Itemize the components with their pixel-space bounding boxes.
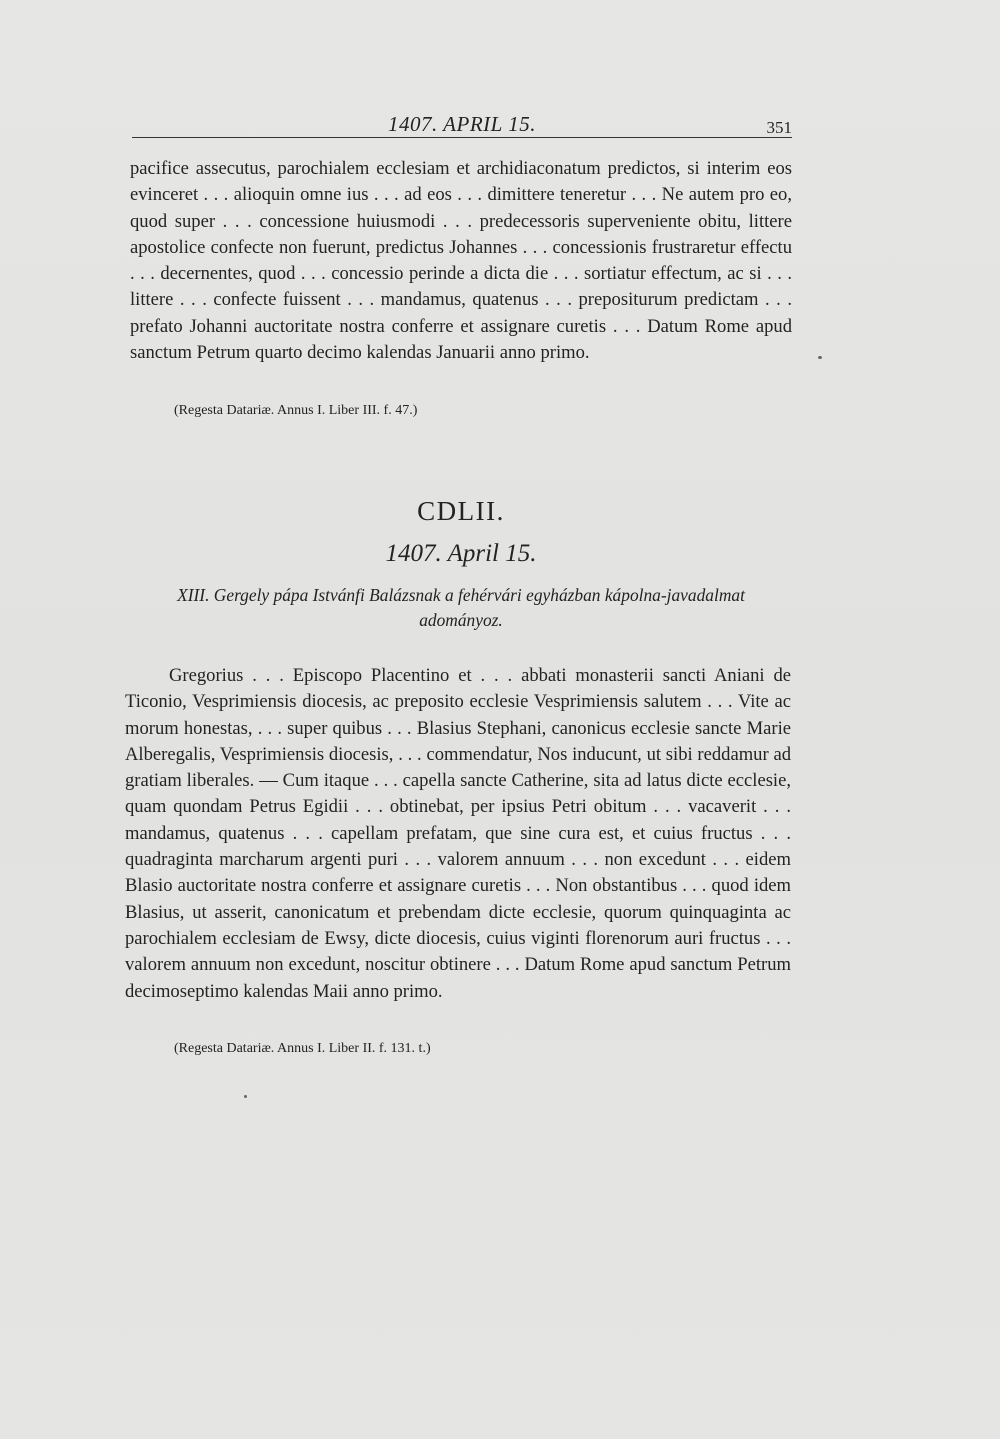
- print-speck: [244, 1095, 247, 1098]
- previous-document-source: (Regesta Datariæ. Annus I. Liber III. f. 47.): [174, 403, 418, 418]
- running-title: 1407. APRIL 15.: [388, 112, 536, 136]
- page-number: 351: [766, 118, 792, 137]
- document-date-block: [130, 540, 792, 568]
- header-rule: [132, 137, 792, 138]
- summary-line-1: XIII. Gergely pápa Istvánfi Balázsnak a fehérvári egyházban kápolna-javadalmat: [177, 585, 745, 605]
- document-date: 1407. April 15.: [385, 540, 537, 567]
- running-header: [132, 110, 792, 140]
- document-source-block: [130, 1040, 792, 1058]
- summary-line-2: adományoz.: [419, 609, 503, 630]
- print-speck: [818, 356, 822, 359]
- document-source: (Regesta Datariæ. Annus I. Liber II. f. 131. t.): [174, 1041, 431, 1056]
- document-text: Gregorius . . . Episcopo Placentino et . . . abbati monasterii sancti Aniani de Ticonio, Vesprimiensis diocesis, ac preposito ecclesie Vesprimiensis salutem . . . Vite ac morum honestas, . . . super quibus . . . Blasius Stephani, canonicus ecclesie sancte Marie Alberegalis, Vesprimiensis diocesis, . . . commendatur, Nos inducunt, ut sibi reddamur ad gratiam liberales. — Cum itaque . . . capella sancte Catherine, sita ad latus dicte ecclesie, quam quondam Petrus Egidii . . . obtinebat, per ipsius Petri obitum . . . vacaverit . . . mandamus, quatenus . . . capellam prefatam, que sine cura est, et cuius fructus . . . quadraginta marcharum argenti puri . . . valorem annuum . . . non excedunt . . . eidem Blasio auctoritate nostra conferre et assignare curetis . . . Non obstantibus . . . quod idem Blasius, ut asserit, canonicatum et prebendam dicte ecclesie, quorum quinquaginta ac parochialem ecclesiam de Ewsy, dicte diocesis, cuius viginti florenorum auri fructus . . . valorem annuum non excedunt, noscitur obtinere . . . Datum Rome apud sanctum Petrum decimoseptimo kalendas Maii anno primo.: [125, 665, 791, 1002]
- previous-document-continuation: [130, 156, 792, 366]
- previous-document-text: pacifice assecutus, parochialem ecclesiam et archidiaconatum predictos, si interim eos evinceret . . . alioquin omne ius . . . ad eos . . . dimittere teneretur . . . Ne autem pro eo, quod super . . . concessione huiusmodi . . . predecessoris superveniente obitu, littere apostolice confecte non fuerunt, predictus Johannes . . . concessionis frustraretur effectu . . . decernentes, quod . . . concessio perinde a dicta die . . . sortiatur effectum, ac si . . . littere . . . confecte fuissent . . . mandamus, quatenus . . . prepositurum predictam . . . prefato Johanni auctoritate nostra conferre et assignare curetis . . . Datum Rome apud sanctum Petrum quarto decimo kalendas Januarii anno primo.: [130, 158, 792, 364]
- document-body: [125, 663, 791, 1005]
- document-number-block: [130, 496, 792, 527]
- previous-document-source-block: [130, 402, 792, 420]
- document-number: CDLII.: [417, 496, 505, 526]
- document-summary: [130, 583, 792, 632]
